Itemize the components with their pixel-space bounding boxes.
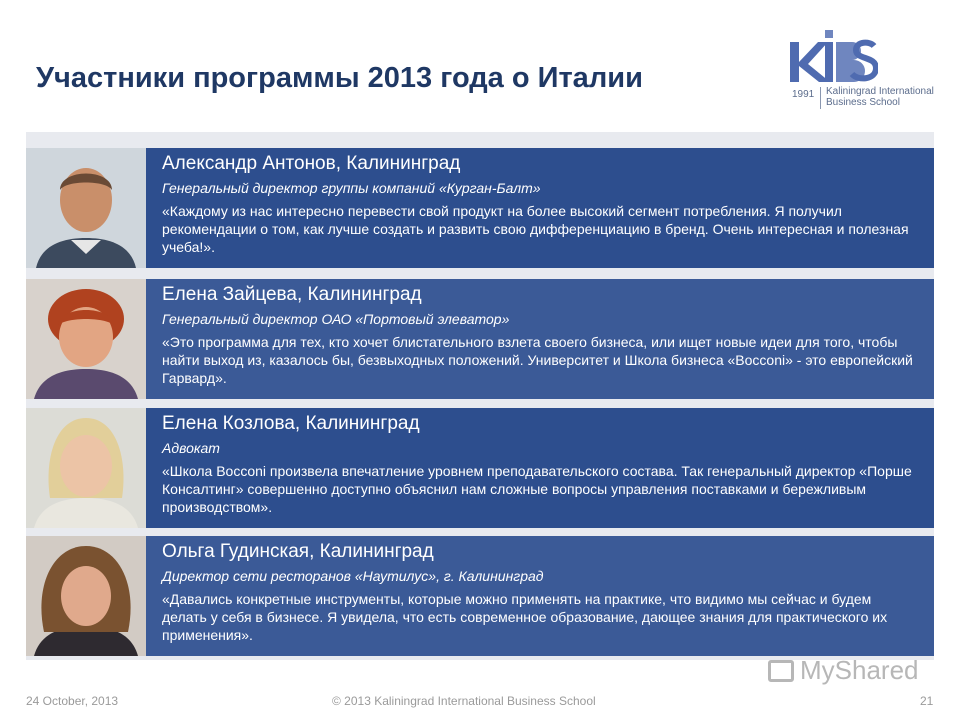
participant-position: Генеральный директор ОАО «Портовый элеватор»	[162, 311, 510, 327]
kibs-logo-mark	[788, 28, 878, 86]
logo-text	[826, 86, 934, 108]
watermark	[768, 655, 919, 686]
logo-divider	[820, 87, 821, 109]
footer-copyright: © 2013 Kaliningrad International Business School	[332, 694, 596, 708]
participant-quote: «Каждому из нас интересно перевести свой продукт на более высокий сегмент потребления. Я получил рекомендации о том, как лучше создать и развить свою дифференциацию в бренд. Очень интересная и полезная учеба!».	[162, 203, 909, 255]
participant-quote: «Давались конкретные инструменты, которые можно применять на практике, что видимо мы сейчас и будем делать у себя в бизнесе. Я увидела, что есть современное образование, дающее знания для практического их применения».	[162, 591, 888, 643]
participant-card	[26, 408, 934, 528]
participant-position: Директор сети ресторанов «Наутилус», г. Калининград	[162, 568, 544, 584]
participant-info	[146, 408, 934, 528]
participant-name: Александр Антонов, Калининград	[162, 153, 461, 174]
page-number: 21	[920, 694, 934, 708]
participant-photo	[26, 536, 146, 656]
person-photo-icon	[26, 148, 146, 268]
participant-photo	[26, 408, 146, 528]
participant-position: Генеральный директор группы компаний «Курган-Балт»	[162, 180, 541, 196]
logo-text-line1: Kaliningrad International	[826, 86, 934, 97]
participant-info	[146, 279, 934, 399]
participant-info	[146, 148, 934, 268]
participant-info	[146, 536, 934, 656]
participant-position: Адвокат	[162, 440, 220, 456]
logo-text-line2: Business School	[826, 97, 900, 108]
participant-name: Ольга Гудинская, Калининград	[162, 541, 434, 562]
kibs-logo	[788, 28, 940, 112]
participant-name: Елена Козлова, Калининград	[162, 413, 420, 434]
person-photo-icon	[26, 279, 146, 399]
participant-photo	[26, 279, 146, 399]
logo-year: 1991	[792, 89, 815, 100]
participant-card	[26, 148, 934, 268]
participant-quote: «Это программа для тех, кто хочет блистательного взлета своего бизнеса, или ищет новые идеи для того, чтобы найти выход из, казалось бы, безвыходных положений. Университет и Школа бизнеса «Bocconi» - это европейский Гарвард».	[162, 334, 913, 386]
presentation-icon	[768, 660, 794, 682]
participant-name: Елена Зайцева, Калининград	[162, 284, 422, 305]
watermark-text: MyShared	[800, 655, 919, 685]
slide-title: Участники программы 2013 года о Италии	[36, 62, 643, 94]
participant-photo	[26, 148, 146, 268]
person-photo-icon	[26, 536, 146, 656]
participant-quote: «Школа Bocconi произвела впечатление уровнем преподавательского состава. Так генеральный директор «Порше Консалтинг» совершенно доступно объяснил нам сложные вопросы управления поставками и бережливым производством».	[162, 463, 912, 515]
participant-card	[26, 536, 934, 656]
person-photo-icon	[26, 408, 146, 528]
participant-card	[26, 279, 934, 399]
footer-date: 24 October, 2013	[26, 694, 119, 708]
